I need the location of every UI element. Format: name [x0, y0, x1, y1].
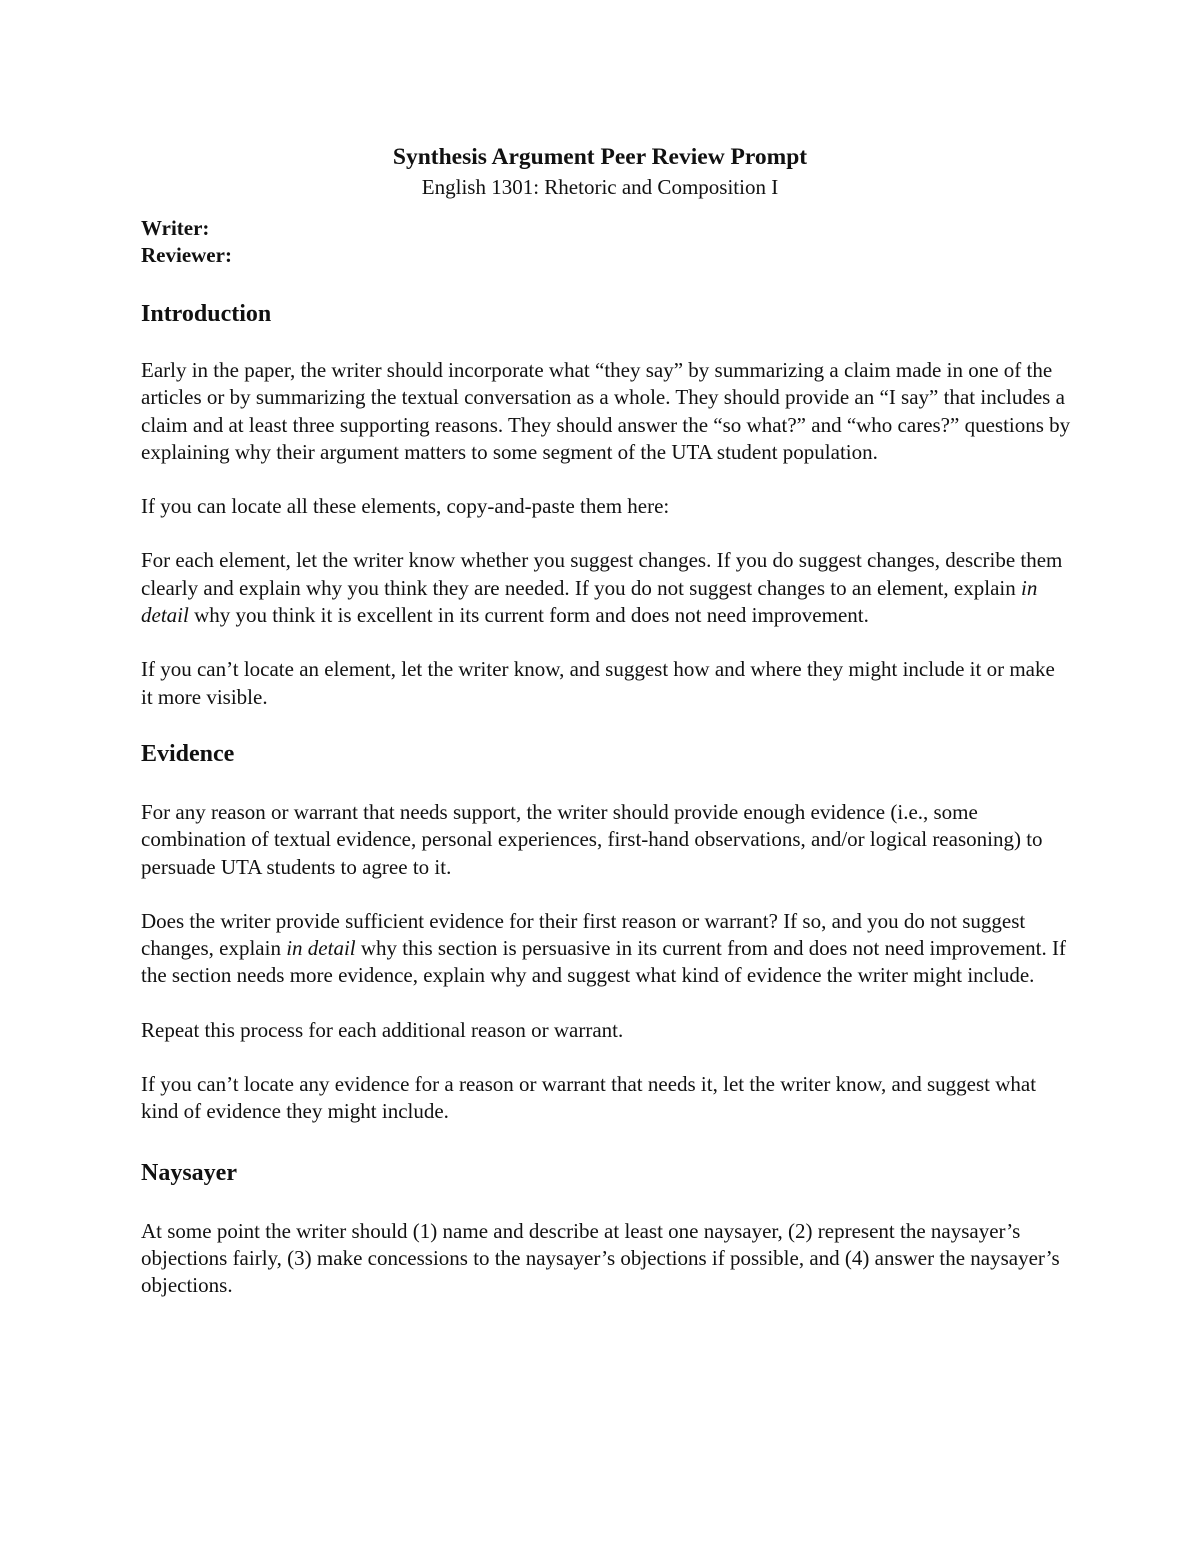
evidence-paragraph-2-text-b: why this section is persuasive in its current from and does not need improvement. If the section needs more evidence, explain why and suggest what kind of evidence the writer might include.: [141, 936, 1066, 988]
naysayer-paragraph-1: At some point the writer should (1) name and describe at least one naysayer, (2) represent the naysayer’s objections fairly, (3) make concessions to the naysayer’s objections if possible, and (4) answer the naysayer’s objections.: [141, 1218, 1060, 1298]
introduction-paragraph-3-emphasis: in detail: [141, 575, 1038, 628]
reviewer-label: Reviewer:: [141, 243, 232, 267]
introduction-paragraph-3: [141, 547, 1071, 629]
evidence-paragraph-2: [141, 908, 1071, 990]
evidence-paragraph-2-text-a: Does the writer provide sufficient evidence for their first reason or warrant? If so, and you do not suggest changes, explain: [141, 908, 1026, 961]
evidence-heading: Evidence: [141, 740, 235, 767]
introduction-section: [141, 299, 1071, 711]
evidence-section: [141, 739, 1071, 1126]
title-block: [141, 140, 1059, 200]
introduction-paragraph-3-text-a: For each element, let the writer know whether you suggest changes. If you do suggest changes, describe them clearly and explain why you think they are needed. If you do not suggest changes to an element, explain: [141, 548, 1063, 600]
introduction-paragraph-4: If you can’t locate an element, let the writer know, and suggest how and where they might include it or make it more visible.: [141, 657, 1055, 709]
introduction-paragraph-1: Early in the paper, the writer should incorporate what “they say” by summarizing a claim made in one of the articles or by summarizing the textual conversation as a whole. They should provide an “I say” that includes a claim and at least three supporting reasons. They should answer the “so what?” and “who cares?” questions by explaining why their argument matters to some segment of the UTA student population.: [141, 358, 1071, 464]
evidence-paragraph-3: Repeat this process for each additional reason or warrant.: [141, 1017, 624, 1042]
document-page: [141, 140, 1071, 1300]
evidence-paragraph-4: If you can’t locate any evidence for a reason or warrant that needs it, let the writer know, and suggest what kind of evidence they might include.: [141, 1072, 1037, 1124]
evidence-paragraph-1: For any reason or warrant that needs support, the writer should provide enough evidence (i.e., some combination of textual evidence, personal experiences, first-hand observations, and/or logical reasoning) to persuade UTA students to agree to it.: [141, 799, 1043, 879]
introduction-paragraph-3-text-b: why you think it is excellent in its current form and does not need improvement.: [188, 603, 869, 628]
evidence-paragraph-2-emphasis: in detail: [286, 936, 356, 961]
participant-fields: [141, 215, 1071, 269]
writer-label: Writer:: [141, 216, 210, 240]
document-title: Synthesis Argument Peer Review Prompt: [392, 144, 808, 170]
document-subtitle: English 1301: Rhetoric and Composition I: [421, 175, 779, 199]
naysayer-heading: Naysayer: [141, 1159, 237, 1186]
introduction-heading: Introduction: [141, 301, 272, 327]
naysayer-section: [141, 1158, 1071, 1300]
introduction-paragraph-2: If you can locate all these elements, copy-and-paste them here:: [141, 494, 670, 519]
